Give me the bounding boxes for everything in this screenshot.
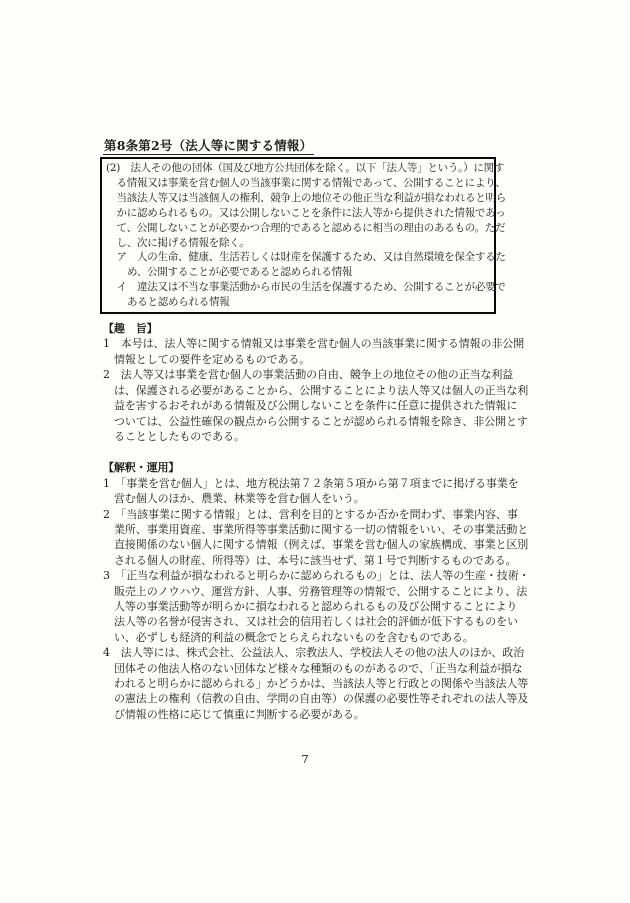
- statute-line: め、公開することが必要であると認められる情報: [127, 266, 353, 279]
- interpretation-line: われると明らかに認められる」かどうかは、当該法人等と行政との関係や当該法人等: [114, 677, 529, 690]
- interpretation-line: 2 「当該事業に関する情報」とは、営利を目的とするか否かを問わず、事業内容、事: [103, 507, 518, 521]
- purpose-line: 2 法人等又は事業を営む個人の事業活動の自由、競争上の地位その他の正当な利益: [103, 368, 514, 382]
- interpretation-line: 1 「事業を営む個人」とは、地方税法第７２条第５項から第７項までに掲げる事業を: [103, 476, 519, 490]
- section-interpretation-heading: 【解釈・運用】: [103, 461, 180, 475]
- purpose-line: 情報としての要件を定めるものである。: [114, 352, 311, 366]
- interpretation-line: 団体その他法人格のない団体など様々な種類のものがあるので、「正当な利益が損な: [114, 661, 523, 675]
- statute-line: かに認められるもの。又は公開しないことを条件に法人等から提供された情報であっ: [116, 206, 506, 219]
- section-purpose-body: [103, 336, 540, 444]
- interpretation-line: の憲法上の権利（信教の自由、学問の自由等）の保護の必要性等それぞれの法人等及: [114, 692, 529, 706]
- purpose-line: ることとしたものである。: [114, 429, 245, 443]
- statute-line: イ 違法又は不当な事業活動から市民の生活を保護するため、公開することが必要で: [116, 281, 506, 294]
- purpose-line: 益を害するおそれがある情報及び公開しないことを条件に任意に提供された情報に: [114, 399, 518, 413]
- statute-line: あると認められる情報: [127, 296, 230, 309]
- statute-line: て、公開しないことが必要かつ合理的であると認めるに相当の理由のあるもの。ただ: [116, 221, 506, 234]
- document-page: [103, 138, 540, 766]
- purpose-line: 1 本号は、法人等に関する情報又は事業を営む個人の当該事業に関する情報の非公開: [103, 337, 525, 351]
- section-interpretation-body: [103, 476, 540, 723]
- interpretation-line: される個人の財産、所得等）は、本号に該当せず、第１号で判断するものである。: [114, 553, 517, 567]
- interpretation-line: 法人等の名誉が侵害され、又は社会的信用若しくは社会的評価が低下するものをい: [114, 615, 518, 629]
- page-title: [103, 138, 540, 155]
- statute-line: ア 人の生命、健康、生活若しくは財産を保護するため、又は自然環境を保全するた: [116, 251, 506, 264]
- section-interpretation: [103, 460, 540, 722]
- purpose-line: は、保護される必要があることから、公開することにより法人等又は個人の正当な利: [114, 383, 529, 397]
- interpretation-line: 直接関係のない個人に関する情報（例えば、事業を営む個人の家族構成、事業と区別: [114, 538, 529, 552]
- interpretation-line: び情報の性格に応じて慎重に判断する必要がある。: [114, 707, 365, 721]
- statute-line: る情報又は事業を営む個人の当該事業に関する情報であって、公開することにより、: [116, 176, 506, 189]
- interpretation-line: 業所、事業用資産、事業所得等事業活動に関する一切の情報をいい、その事業活動と: [114, 522, 529, 536]
- purpose-line: ついては、公益性確保の観点から公開することが認められる情報を除き、非公開とす: [114, 414, 528, 428]
- statute-line: し、次に掲げる情報を除く。: [116, 236, 250, 249]
- interpretation-line: 4 法人等には、株式会社、公益法人、宗教法人、学校法人その他の法人のほか、政治: [103, 646, 525, 660]
- page-number: 7: [301, 752, 309, 767]
- interpretation-line: 販売上のノウハウ、運営方針、人事、労務管理等の情報で、公開することにより、法: [114, 584, 528, 598]
- statute-text-box: [100, 157, 506, 314]
- statute-line: 当該法人等又は当該個人の権利、競争上の地位その他正当な利益が損なわれると明ら: [116, 191, 506, 204]
- statute-line: (2) 法人その他の団体（国及び地方公共団体を除く。以下「法人等」という。）に関す: [106, 162, 505, 174]
- interpretation-line: い、必ずしも経済的利益の概念でとらえられないものを含むものである。: [114, 630, 474, 644]
- section-purpose: [103, 321, 540, 444]
- section-purpose-heading: 【趣 旨】: [103, 322, 158, 336]
- interpretation-line: 3 「正当な利益が損なわれると明らかに認められるもの」とは、法人等の生産・技術・: [103, 569, 530, 583]
- interpretation-line: 営む個人のほか、農業、林業等を営む個人をいう。: [114, 492, 365, 506]
- interpretation-line: 人等の事業活動等が明らかに損なわれると認められるもの及び公開することにより: [114, 599, 518, 613]
- page-title-text: 第8条第2号（法人等に関する情報）: [104, 138, 313, 153]
